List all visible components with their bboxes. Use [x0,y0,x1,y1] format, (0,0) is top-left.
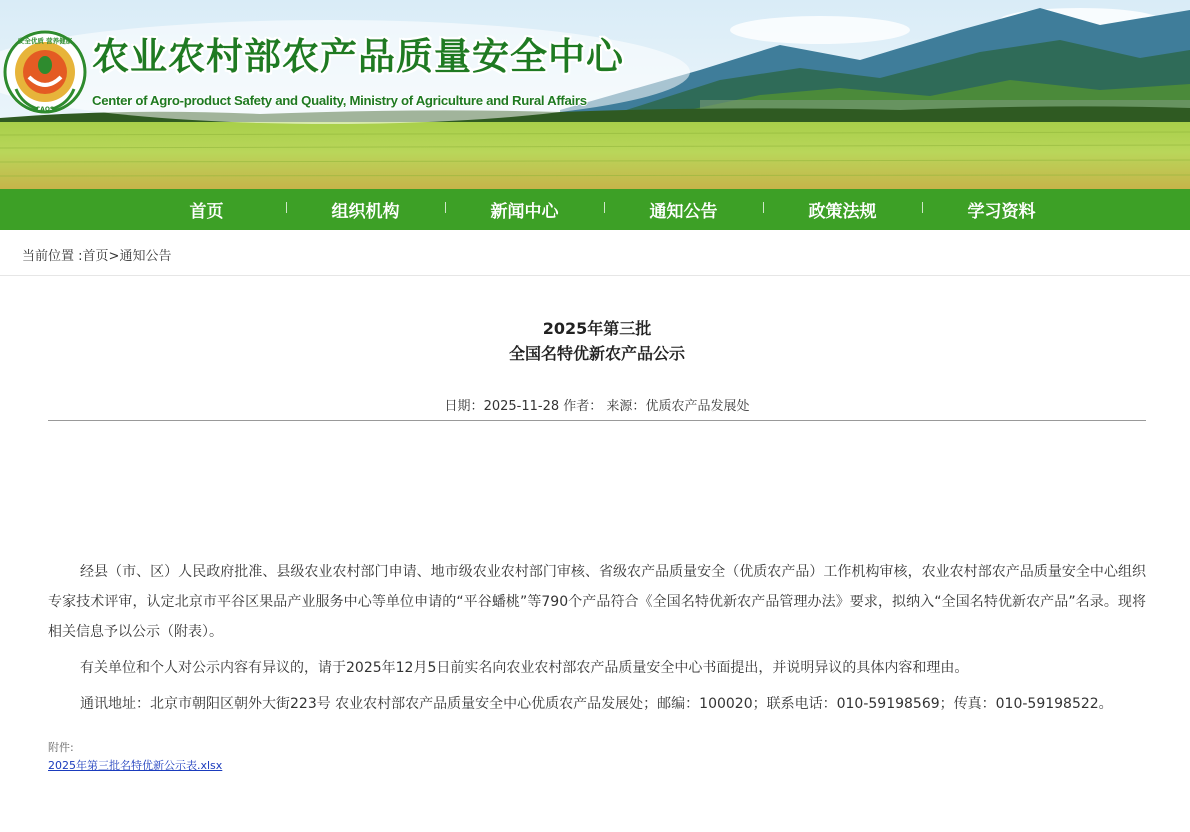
breadcrumb-label: 当前位置 : [22,249,83,264]
source-label: 来源： [606,399,646,414]
article-title-line2: 全国名特优新农产品公示 [508,344,685,363]
attachments [48,739,1146,775]
date-label: 日期： [444,399,484,414]
article-meta [48,395,1146,421]
nav-item-policy[interactable]: 政策法规 [763,197,922,222]
nav-item-organization[interactable]: 组织机构 [286,197,445,222]
attachment-label: 附件: [48,741,74,754]
site-title: 农业农村部农产品质量安全中心 [92,35,624,78]
article-paragraph: 通讯地址：北京市朝阳区朝外大街223号 农业农村部农产品质量安全中心优质农产品发展处；邮编：100020；联系电话：010-59198569；传真：010-59198522。 [80,696,1113,712]
author-label: 作者： [563,399,603,414]
site-subtitle: Center of Agro-product Safety and Quality, Ministry of Agriculture and Rural Affairs [92,93,587,108]
caqs-logo [2,29,88,115]
article-paragraph: 有关单位和个人对公示内容有异议的，请于2025年12月5日前实名向农业农村部农产品质量安全中心书面提出，并说明异议的具体内容和理由。 [80,660,969,676]
article-source: 优质农产品发展处 [645,399,750,414]
logo-top-text: 安全优质 营养健康 [17,37,73,45]
main-nav [0,189,1190,230]
breadcrumb [0,230,1190,276]
nav-item-home[interactable]: 首页 [189,202,224,222]
nav-item-notices[interactable]: 通知公告 [604,197,763,222]
article-title-line1: 2025年第三批 [542,319,652,338]
nav-item-news[interactable]: 新闻中心 [445,197,604,222]
breadcrumb-current-link[interactable]: 通知公告 [119,249,172,264]
article-title [48,316,1146,366]
logo-bottom-text: CAQS [35,106,55,113]
breadcrumb-separator: > [108,249,120,264]
breadcrumb-home-link[interactable]: 首页 [82,249,109,264]
nav-item-learning[interactable]: 学习资料 [922,197,1081,222]
header-banner [0,0,1190,189]
article-body [48,557,1146,719]
article-paragraph: 经县（市、区）人民政府批准、县级农业农村部门申请、地市级农业农村部门审核、省级农产品质量安全（优质农产品）工作机构审核，农业农村部农产品质量安全中心组织专家技术评审，认定北京市平谷区果品产业服务中心等单位申请的“平谷蟠桃”等790个产品符合《全国名特优新农产品管理办法》要求，拟纳入“全国名特优新农产品”名录。现将相关信息予以公示（附表）。 [48,564,1146,640]
attachment-link[interactable]: 2025年第三批名特优新公示表.xlsx [48,759,223,772]
article-date: 2025-11-28 [483,399,560,414]
article [0,316,1190,775]
